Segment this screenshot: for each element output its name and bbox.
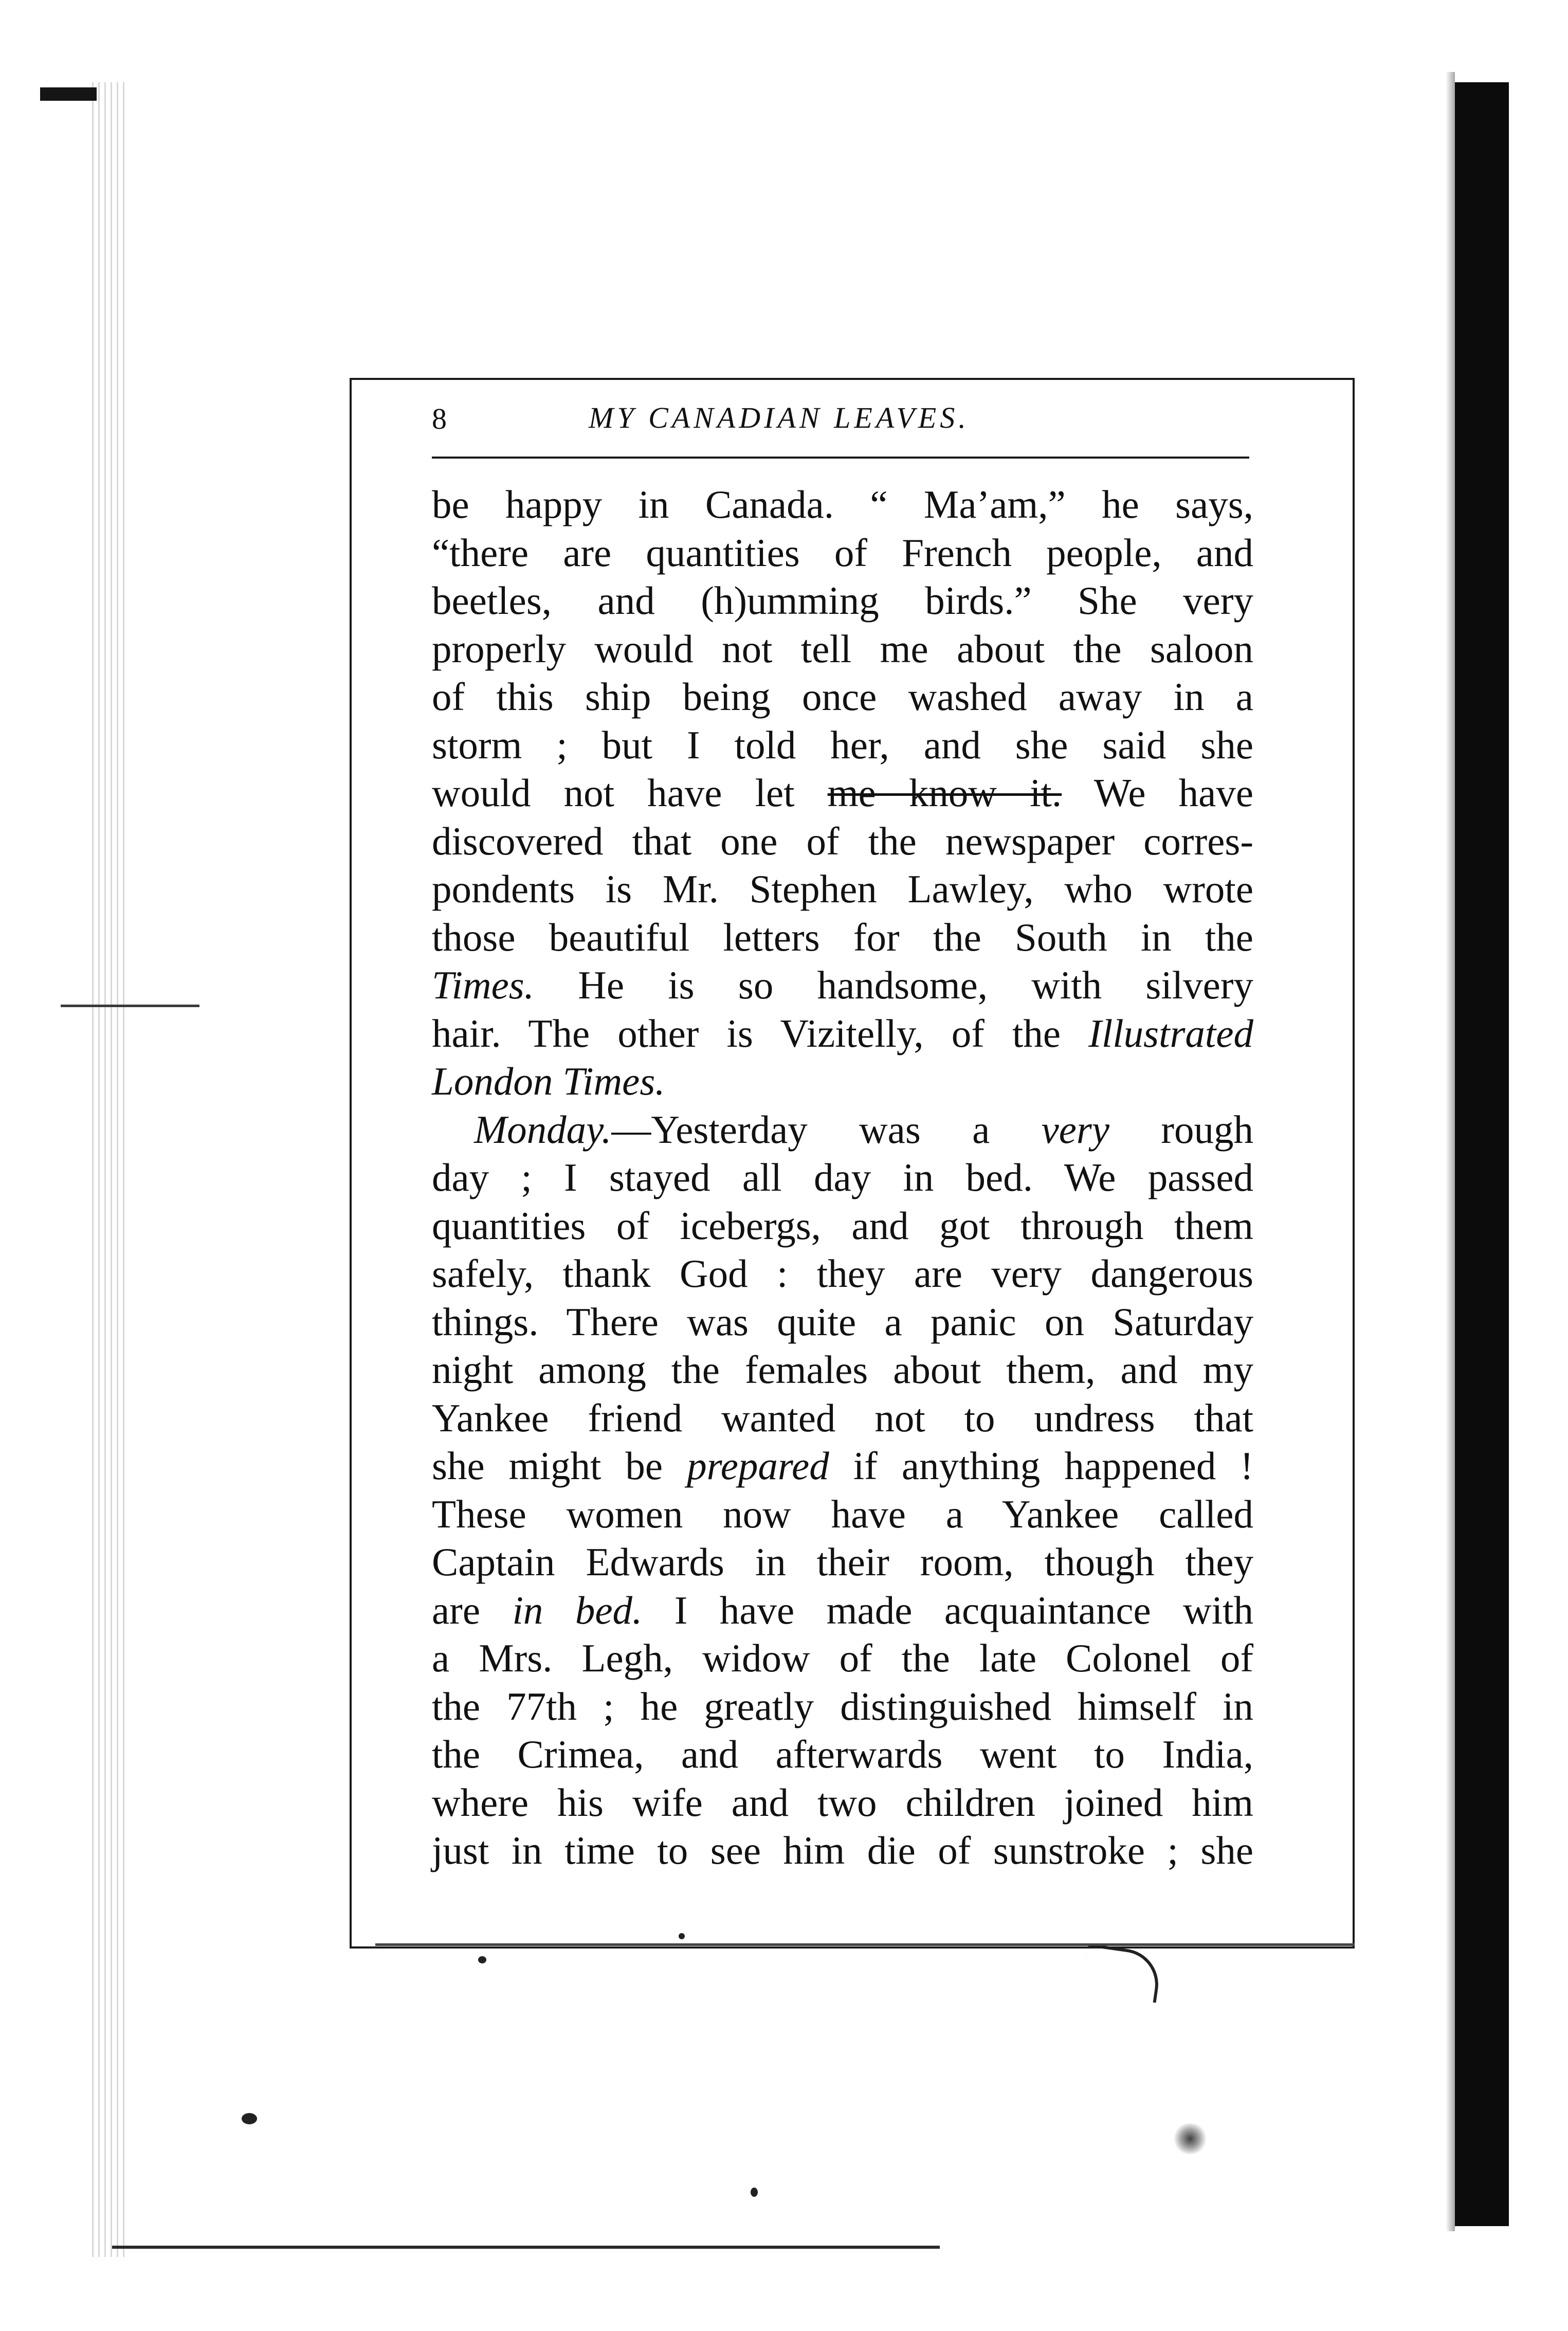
text-segment: He is so handsome, with silvery — [578, 963, 1253, 1007]
running-title: MY CANADIAN LEAVES. — [589, 401, 970, 434]
text-line: discovered that one of the newspaper corres- — [432, 818, 1253, 863]
text-line — [432, 1106, 1253, 1154]
ink-blot — [1172, 2123, 1208, 2154]
text-segment: rough — [1161, 1107, 1254, 1152]
ink-stroke — [1082, 1943, 1163, 2002]
text-line: where his wife and two children joined him — [432, 1780, 1253, 1825]
text-line: Captain Edwards in their room, though they — [432, 1540, 1253, 1584]
italic-text: in bed. — [512, 1588, 643, 1632]
text-line — [432, 961, 1253, 1010]
text-line — [432, 1010, 1253, 1058]
text-line — [432, 769, 1253, 817]
body-text — [432, 481, 1253, 1875]
text-line: These women now have a Yankee called — [432, 1491, 1253, 1536]
text-segment: I have made acquaintance with — [674, 1588, 1254, 1632]
scan-bottom-rule — [112, 2246, 940, 2249]
text-line: a Mrs. Legh, widow of the late Colonel of — [432, 1636, 1253, 1680]
text-line: properly would not tell me about the saloon — [432, 626, 1253, 671]
text-line — [432, 1587, 1253, 1635]
page-frame-shadow — [375, 1943, 1355, 1946]
spine-edge-shadow — [1446, 72, 1455, 2231]
text-line: those beautiful letters for the South in the — [432, 915, 1253, 959]
text-line: of this ship being once washed away in a — [432, 675, 1253, 719]
italic-text: Illustrated — [1088, 1011, 1253, 1055]
text-line: Yankee friend wanted not to undress that — [432, 1395, 1253, 1440]
page-number: 8 — [432, 402, 447, 435]
text-line: quantities of icebergs, and got through them — [432, 1203, 1253, 1248]
italic-text: prepared — [687, 1444, 829, 1488]
italic-text: Monday. — [474, 1107, 612, 1152]
italic-text: very — [1041, 1107, 1110, 1152]
text-segment: —Yesterday was a — [611, 1107, 990, 1152]
scan-mark — [40, 87, 97, 101]
text-line: the 77th ; he greatly distinguished himself in — [432, 1684, 1253, 1728]
text-segment: she might be — [432, 1444, 663, 1488]
text-segment: would not have let — [432, 771, 795, 815]
text-line: things. There was quite a panic on Saturday — [432, 1299, 1253, 1344]
text-segment: are — [432, 1588, 480, 1632]
text-line — [432, 1058, 1253, 1106]
text-line: safely, thank God : they are very dangerous — [432, 1251, 1253, 1296]
text-line: just in time to see him die of sunstroke ; she — [432, 1828, 1253, 1872]
text-line: beetles, and (h)umming birds.” She very — [432, 578, 1253, 623]
left-margin-scan-lines — [87, 82, 129, 2257]
text-line: the Crimea, and afterwards went to India, — [432, 1732, 1253, 1776]
text-segment: hair. The other is Vizitelly, of the — [432, 1011, 1061, 1055]
text-segment: We have — [1093, 771, 1254, 815]
ink-speck — [478, 1956, 486, 1963]
ink-speck — [751, 2188, 758, 2197]
running-header — [432, 398, 1254, 440]
text-segment: if anything happened ! — [853, 1444, 1254, 1488]
text-line: be happy in Canada. “ Ma’am,” he says, — [432, 482, 1253, 526]
ink-speck — [242, 2113, 257, 2124]
header-rule — [432, 457, 1249, 459]
italic-text: London Times. — [432, 1059, 665, 1103]
text-line: night among the females about them, and my — [432, 1347, 1253, 1392]
book-spine-shadow — [1455, 82, 1509, 2226]
text-line: pondents is Mr. Stephen Lawley, who wrote — [432, 867, 1253, 911]
italic-text: Times. — [432, 963, 534, 1007]
text-line: “there are quantities of French people, and — [432, 530, 1253, 575]
text-line — [432, 1442, 1253, 1490]
text-line: storm ; but I told her, and she said she — [432, 722, 1253, 767]
text-line: day ; I stayed all day in bed. We passed — [432, 1155, 1253, 1199]
struck-text: me know it. — [827, 771, 1062, 815]
scan-dash — [61, 1005, 199, 1007]
